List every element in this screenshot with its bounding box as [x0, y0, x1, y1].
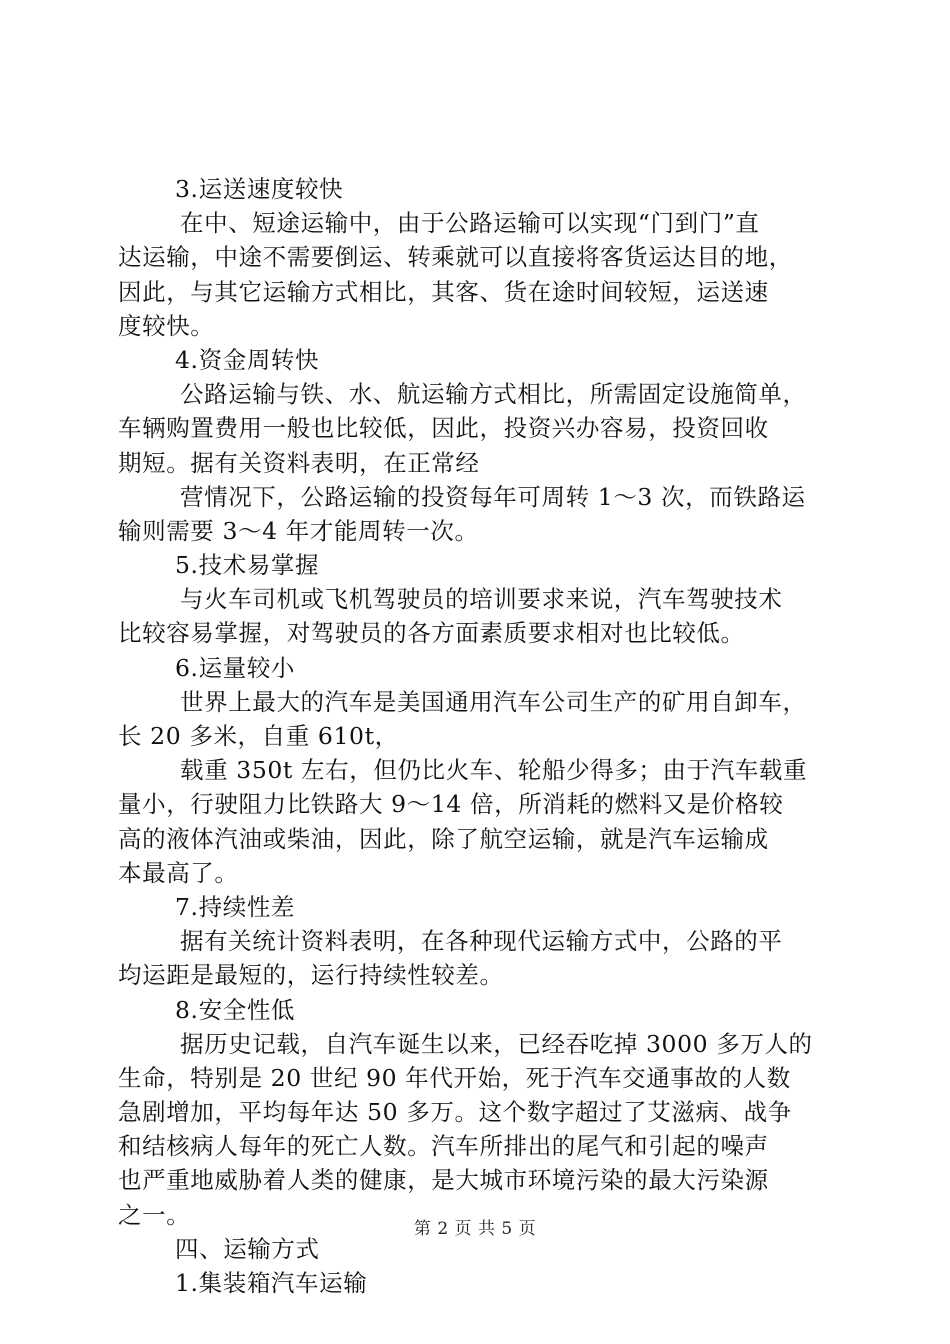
- section-heading: 6.运量较小: [175, 653, 296, 682]
- paragraph-line: 在中、短途运输中，由于公路运输可以实现“门到门”直: [180, 209, 760, 238]
- paragraph-line: 度较快。: [118, 311, 215, 340]
- paragraph-line: 高的液体汽油或柴油，因此，除了航空运输，就是汽车运输成: [118, 824, 769, 853]
- paragraph-line: 比较容易掌握，对驾驶员的各方面素质要求相对也比较低。: [118, 619, 745, 648]
- section-heading: 7.持续性差: [175, 892, 296, 921]
- page-footer: 第 2 页 共 5 页: [413, 1219, 537, 1239]
- paragraph-line: 与火车司机或飞机驾驶员的培训要求来说，汽车驾驶技术: [180, 585, 783, 614]
- section-heading: 1.集装箱汽车运输: [175, 1269, 368, 1297]
- paragraph-line: 车辆购置费用一般也比较低，因此，投资兴办容易，投资回收: [118, 414, 769, 443]
- paragraph-line: 生命，特别是 20 世纪 90 年代开始，死于汽车交通事故的人数: [118, 1063, 791, 1092]
- paragraph-line: 和结核病人每年的死亡人数。汽车所排出的尾气和引起的噪声: [118, 1132, 769, 1161]
- paragraph-line: 本最高了。: [118, 858, 239, 887]
- section-heading: 8.安全性低: [175, 995, 296, 1024]
- paragraph-line: 公路运输与铁、水、航运输方式相比，所需固定设施简单，: [180, 380, 807, 409]
- section-heading: 3.运送速度较快: [175, 175, 344, 203]
- paragraph-line: 输则需要 3～4 年才能周转一次。: [118, 516, 479, 545]
- section-heading: 5.技术易掌握: [175, 551, 320, 580]
- paragraph-line: 达运输，中途不需要倒运、转乘就可以直接将客货运达目的地，: [118, 243, 793, 272]
- paragraph-line: 营情况下，公路运输的投资每年可周转 1～3 次，而铁路运: [180, 482, 806, 511]
- paragraph-line: 也严重地威胁着人类的健康，是大城市环境污染的最大污染源: [118, 1166, 769, 1195]
- document-body: [118, 172, 844, 1300]
- paragraph-line: 因此，与其它运输方式相比，其客、货在途时间较短，运送速: [118, 277, 769, 306]
- paragraph-line: 均运距是最短的，运行持续性较差。: [118, 961, 504, 990]
- paragraph-line: 载重 350t 左右，但仍比火车、轮船少得多；由于汽车载重: [180, 756, 808, 785]
- paragraph-line: 据历史记载，自汽车诞生以来，已经吞吃掉 3000 多万人的: [180, 1029, 813, 1058]
- paragraph-line: 据有关统计资料表明，在各种现代运输方式中，公路的平: [180, 927, 783, 956]
- paragraph-line: 期短。据有关资料表明，在正常经: [118, 448, 480, 477]
- paragraph-line: 量小，行驶阻力比铁路大 9～14 倍，所消耗的燃料又是价格较: [118, 790, 784, 819]
- paragraph-line: 急剧增加，平均每年达 50 多万。这个数字超过了艾滋病、战争: [118, 1098, 792, 1127]
- paragraph-line: 之一。: [118, 1200, 191, 1229]
- section-heading: 四、运输方式: [175, 1234, 320, 1263]
- section-heading: 4.资金周转快: [175, 345, 320, 374]
- paragraph-line: 长 20 多米，自重 610t，: [118, 722, 399, 750]
- paragraph-line: 世界上最大的汽车是美国通用汽车公司生产的矿用自卸车，: [180, 687, 807, 716]
